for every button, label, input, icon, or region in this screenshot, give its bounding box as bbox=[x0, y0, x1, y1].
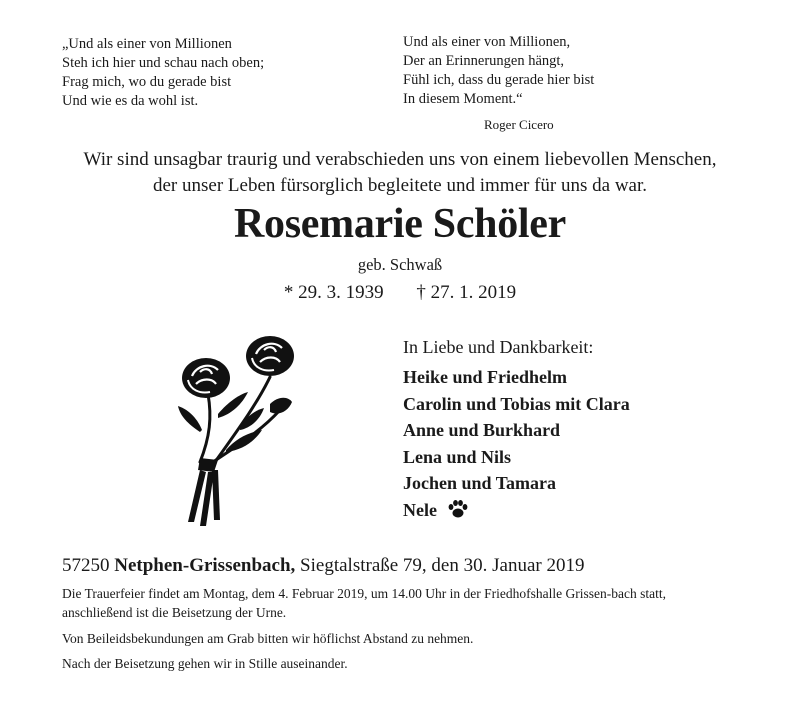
poem-line: Und als einer von Millionen, bbox=[403, 34, 571, 50]
poem-left-stanza bbox=[62, 35, 264, 111]
funeral-notice: Die Trauerfeier findet am Montag, dem 4. Februar 2019, um 14.00 Uhr in der Friedhofshalle Grissen-bach statt, anschließend ist die Beisetzung der Urne. bbox=[62, 586, 666, 620]
mourner-name: Heike und Friedhelm bbox=[403, 367, 568, 387]
postcode: 57250 bbox=[62, 555, 110, 576]
mourner-name: Anne und Burkhard bbox=[403, 420, 561, 440]
deceased-name: Rosemarie Schöler bbox=[234, 201, 566, 247]
intro-line: Wir sind unsagbar traurig und verabschieden uns von einem liebevollen Menschen, bbox=[83, 149, 717, 170]
poem-line: Und wie es da wohl ist. bbox=[62, 93, 199, 109]
intro-line: der unser Leben fürsorglich begleitete und immer für uns da war. bbox=[152, 175, 648, 196]
death-date: † 27. 1. 2019 bbox=[416, 282, 517, 303]
town: Netphen-Grissenbach, bbox=[114, 555, 296, 576]
address-rest: Siegtalstraße 79, den 30. Januar 2019 bbox=[300, 555, 585, 576]
maiden-name: geb. Schwaß bbox=[357, 255, 443, 274]
life-dates bbox=[0, 282, 800, 304]
mourner-name: Carolin und Tobias mit Clara bbox=[403, 393, 630, 414]
condolences-notice: Von Beileidsbekundungen am Grab bitten wir höflichst Abstand zu nehmen. bbox=[62, 631, 474, 646]
silence-notice: Nach der Beisetzung gehen wir in Stille auseinander. bbox=[62, 656, 348, 671]
address-line bbox=[62, 555, 584, 577]
poem-line: In diesem Moment.“ bbox=[403, 91, 523, 107]
birth-date: * 29. 3. 1939 bbox=[283, 282, 384, 303]
poem-line: Fühl ich, dass du gerade hier bist bbox=[403, 72, 595, 88]
poem-line: „Und als einer von Millionen bbox=[62, 36, 232, 52]
mourner-name: Nele bbox=[403, 499, 437, 520]
mourners-list bbox=[403, 364, 630, 523]
paw-print-icon bbox=[447, 499, 469, 519]
mourner-name-with-paw bbox=[403, 497, 630, 524]
poem-line: Frag mich, wo du gerade bist bbox=[62, 74, 232, 90]
poem-line: Steh ich hier und schau nach oben; bbox=[62, 55, 265, 71]
poem-author: Roger Cicero bbox=[484, 117, 554, 132]
mourners-heading: In Liebe und Dankbarkeit: bbox=[403, 337, 594, 357]
roses-bouquet-icon bbox=[170, 332, 300, 532]
poem-right-stanza bbox=[403, 33, 594, 109]
poem-line: Der an Erinnerungen hängt, bbox=[403, 53, 565, 69]
mourner-name: Jochen und Tamara bbox=[403, 473, 557, 493]
intro-text bbox=[0, 147, 800, 199]
mourner-name: Lena und Nils bbox=[403, 446, 512, 467]
